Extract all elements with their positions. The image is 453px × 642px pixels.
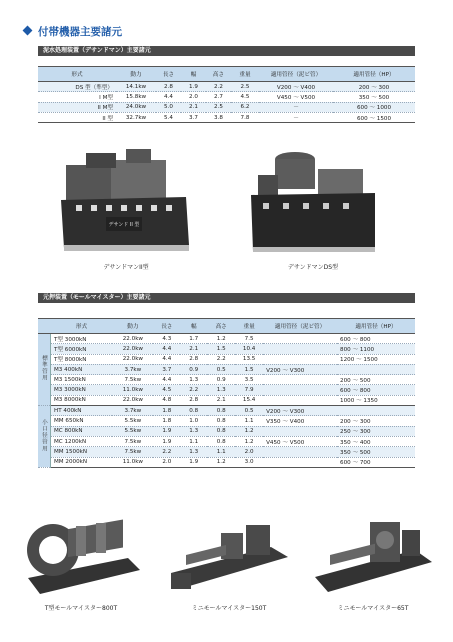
table-cell — [263, 344, 337, 354]
table-cell: 11.0kw — [112, 457, 153, 467]
table-cell: 15.4 — [235, 395, 263, 405]
table-cell: 6.2 — [231, 102, 259, 112]
table-cell: 7.8 — [231, 112, 259, 122]
table-cell — [263, 447, 337, 457]
table-cell: 0.9 — [180, 364, 207, 374]
table-cell: 4.4 — [153, 344, 180, 354]
table-cell: 14.1kw — [116, 82, 156, 92]
table-cell: 2.1 — [180, 344, 207, 354]
table-cell: 1000 ～ 1350 — [337, 395, 415, 405]
group-header-blank — [38, 319, 50, 334]
table-cell: M3 3000kN — [50, 385, 112, 395]
table-cell: 2.1 — [181, 102, 206, 112]
table-cell — [263, 375, 337, 385]
table-cell: 3.5 — [235, 375, 263, 385]
table-cell: 2.0 — [235, 447, 263, 457]
table-cell: 1.9 — [153, 436, 180, 446]
table-cell — [337, 364, 415, 374]
desandman-ii-photo — [56, 145, 196, 257]
table-cell: 2.8 — [156, 82, 181, 92]
table-cell: 4.4 — [153, 354, 180, 364]
mini-moolmeister-65t-illustration — [310, 512, 436, 600]
table-cell: MC 1200kN — [50, 436, 112, 446]
column-header: 適用管径（泥ビ管） — [263, 319, 337, 334]
table-cell: 5.5kw — [112, 416, 153, 426]
table-cell: M3 400kN — [50, 364, 112, 374]
table-cell: 1.9 — [180, 457, 207, 467]
photo-caption: デサンドマンII型 — [103, 264, 149, 271]
table-cell: 1.2 — [207, 457, 235, 467]
table-cell: 24.0kw — [116, 102, 156, 112]
table-cell: 1.1 — [180, 436, 207, 446]
table-cell: 1.8 — [153, 406, 180, 416]
column-header: 適用管径（泥ビ管） — [259, 67, 333, 82]
table-cell: II 型 — [38, 112, 116, 122]
desandman-ds-photo — [243, 147, 383, 257]
column-header: 形式 — [38, 67, 116, 82]
table-cell: 2.2 — [206, 82, 231, 92]
table-cell: 1.0 — [180, 416, 207, 426]
table-row — [38, 92, 415, 102]
section1-heading: 泥水処理装置（デサンドマン）主要諸元 — [38, 46, 415, 56]
table-row — [38, 82, 415, 92]
table-cell: 4.8 — [153, 395, 180, 405]
table-cell — [263, 426, 337, 436]
table-cell: I M型 — [38, 92, 116, 102]
table-cell: 3.8 — [206, 112, 231, 122]
table-cell: MC 800kN — [50, 426, 112, 436]
table-cell: 11.0kw — [112, 385, 153, 395]
table-cell: 1.2 — [207, 334, 235, 344]
table-cell: 22.0kw — [112, 395, 153, 405]
table-cell: 4.5 — [153, 385, 180, 395]
table-cell: 600 ～ 700 — [337, 457, 415, 467]
table-cell: 13.5 — [235, 354, 263, 364]
table-cell: 350 ～ 400 — [337, 436, 415, 446]
column-header: 重量 — [231, 67, 259, 82]
column-header: 長さ — [156, 67, 181, 82]
table-cell — [263, 457, 337, 467]
table-cell: 350 ～ 500 — [333, 92, 415, 102]
table-cell: 7.5kw — [112, 447, 153, 457]
table-row — [38, 354, 415, 364]
table-cell: － — [259, 102, 333, 112]
table-row — [38, 406, 415, 416]
table-cell: 200 ～ 300 — [337, 416, 415, 426]
table-row — [38, 436, 415, 446]
table-cell: 1.3 — [180, 447, 207, 457]
table-cell: 800 ～ 1100 — [337, 344, 415, 354]
table-cell: V200 ～ V400 — [259, 82, 333, 92]
table-cell — [263, 385, 337, 395]
table-cell: 3.7kw — [112, 364, 153, 374]
table-cell: V450 ～ V500 — [263, 436, 337, 446]
table-cell: 1.7 — [180, 334, 207, 344]
table-cell: 600 ～ 800 — [337, 334, 415, 344]
photo-caption: T型モールマイスター800T — [44, 605, 118, 612]
table-cell: 0.9 — [207, 375, 235, 385]
table-cell: － — [259, 112, 333, 122]
table-cell: 1.3 — [207, 385, 235, 395]
table-cell — [263, 334, 337, 344]
table-cell: 2.8 — [180, 395, 207, 405]
column-header: 適用管径（HP） — [333, 67, 415, 82]
table-cell: 1.3 — [180, 426, 207, 436]
table-cell: 0.8 — [180, 406, 207, 416]
table-cell: 2.5 — [231, 82, 259, 92]
table-cell: 600 ～ 800 — [337, 385, 415, 395]
table-cell: MM 650kN — [50, 416, 112, 426]
table-row — [38, 416, 415, 426]
table-cell: 2.0 — [181, 92, 206, 102]
table-cell: 0.8 — [207, 416, 235, 426]
table-cell: 1.9 — [181, 82, 206, 92]
table-cell: 5.0 — [156, 102, 181, 112]
table-row — [38, 447, 415, 457]
desandman-ii-illustration — [56, 145, 196, 257]
table-cell: 350 ～ 500 — [337, 447, 415, 457]
table-cell: 200 ～ 300 — [333, 82, 415, 92]
table-cell: M3 8000kN — [50, 395, 112, 405]
table-cell: 200 ～ 500 — [337, 375, 415, 385]
page-title: 付帯機器主要諸元 — [24, 24, 122, 39]
table-cell: 7.5 — [235, 334, 263, 344]
table-cell: V200 ～ V300 — [263, 406, 337, 416]
table-cell: V450 ～ V500 — [259, 92, 333, 102]
table-cell: 3.7 — [153, 364, 180, 374]
table-cell: V200 ～ V300 — [263, 364, 337, 374]
table-cell: 1.2 — [235, 436, 263, 446]
table-cell: 2.5 — [206, 102, 231, 112]
table-cell: 4.4 — [153, 375, 180, 385]
table-cell: 2.1 — [207, 395, 235, 405]
table-cell: 32.7kw — [116, 112, 156, 122]
column-header: 形式 — [50, 319, 112, 334]
table-cell: II M型 — [38, 102, 116, 112]
table-cell: 2.2 — [207, 354, 235, 364]
table-cell: 1.3 — [180, 375, 207, 385]
table-cell: 0.8 — [207, 436, 235, 446]
table-cell: DS 型（準型） — [38, 82, 116, 92]
table-cell: T型 3000kN — [50, 334, 112, 344]
table-cell: 1.1 — [235, 416, 263, 426]
table-row — [38, 375, 415, 385]
table-row — [38, 385, 415, 395]
table-cell: 2.7 — [206, 92, 231, 102]
column-header: 高さ — [206, 67, 231, 82]
table-cell: 1.2 — [235, 426, 263, 436]
table-cell: 250 ～ 300 — [337, 426, 415, 436]
mini-moolmeister-150t-illustration — [166, 515, 292, 600]
table-cell: 22.0kw — [112, 334, 153, 344]
table-row — [38, 334, 415, 344]
table-cell: 7.5kw — [112, 375, 153, 385]
table-cell: 1.9 — [153, 426, 180, 436]
table-cell: 600 ～ 1500 — [333, 112, 415, 122]
table-cell: 600 ～ 1000 — [333, 102, 415, 112]
diamond-bullet-icon — [23, 26, 33, 36]
table-row — [38, 395, 415, 405]
machine-plate: デサンド II 型 — [108, 222, 140, 228]
table-cell: V350 ～ V400 — [263, 416, 337, 426]
table-cell: 4.4 — [156, 92, 181, 102]
table-cell: 10.4 — [235, 344, 263, 354]
mini-moolmeister-150t-photo — [166, 515, 292, 600]
table-cell: 7.9 — [235, 385, 263, 395]
table-cell: 3.7kw — [112, 406, 153, 416]
table-cell: 2.0 — [153, 457, 180, 467]
table-cell: 7.5kw — [112, 436, 153, 446]
mini-moolmeister-65t-photo — [310, 512, 436, 600]
table-cell: T型 8000kN — [50, 354, 112, 364]
group-label-small: 小口径管用 — [38, 406, 50, 468]
photo-caption: ミニモールマイスター150T — [191, 605, 267, 612]
group-label-standard: 標準管用 — [38, 334, 50, 406]
column-header: 高さ — [207, 319, 235, 334]
table-cell — [337, 406, 415, 416]
table-cell: 1.5 — [235, 364, 263, 374]
column-header: 適用管径（HP） — [337, 319, 415, 334]
table-cell: 0.5 — [207, 364, 235, 374]
table-cell: 22.0kw — [112, 354, 153, 364]
table-row — [38, 457, 415, 467]
table-cell: MM 1500kN — [50, 447, 112, 457]
table-row — [38, 102, 415, 112]
photo-caption: ミニモールマイスター65T — [337, 605, 409, 612]
desandman-spec-table — [38, 66, 415, 123]
table-cell — [263, 395, 337, 405]
table-cell: 2.8 — [180, 354, 207, 364]
column-header: 重量 — [235, 319, 263, 334]
moolmeister-800t-photo — [18, 508, 144, 600]
table-cell: 1200 ～ 1500 — [337, 354, 415, 364]
table-cell: 0.5 — [235, 406, 263, 416]
desandman-ds-illustration — [243, 147, 383, 257]
table-cell: 0.8 — [207, 406, 235, 416]
table-cell: HT 400kN — [50, 406, 112, 416]
column-header: 動力 — [116, 67, 156, 82]
table-cell: 3.7 — [181, 112, 206, 122]
table-cell: 1.1 — [207, 447, 235, 457]
table-cell: 15.8kw — [116, 92, 156, 102]
table-cell — [263, 354, 337, 364]
table-cell: 5.4 — [156, 112, 181, 122]
table-row — [38, 364, 415, 374]
column-header: 動力 — [112, 319, 153, 334]
moolmeister-800t-illustration — [18, 508, 144, 600]
table-row — [38, 112, 415, 122]
table-cell: T型 6000kN — [50, 344, 112, 354]
table-cell: M3 1500kN — [50, 375, 112, 385]
column-header: 長さ — [153, 319, 180, 334]
photo-caption: デサンドマンDS型 — [287, 264, 339, 271]
table-cell: 2.2 — [180, 385, 207, 395]
moolmeister-spec-table — [38, 318, 415, 468]
table-cell: MM 2000kN — [50, 457, 112, 467]
table-cell: 4.3 — [153, 334, 180, 344]
table-cell: 4.5 — [231, 92, 259, 102]
table-cell: 2.2 — [153, 447, 180, 457]
table-cell: 0.8 — [207, 426, 235, 436]
table-cell: 22.0kw — [112, 344, 153, 354]
table-row — [38, 426, 415, 436]
table-cell: 3.0 — [235, 457, 263, 467]
column-header: 幅 — [181, 67, 206, 82]
table-cell: 1.8 — [153, 416, 180, 426]
table-cell: 5.5kw — [112, 426, 153, 436]
column-header: 幅 — [180, 319, 207, 334]
section2-heading: 元押装置（モールマイスター）主要諸元 — [38, 293, 415, 303]
table-cell: 1.5 — [207, 344, 235, 354]
table-row — [38, 344, 415, 354]
